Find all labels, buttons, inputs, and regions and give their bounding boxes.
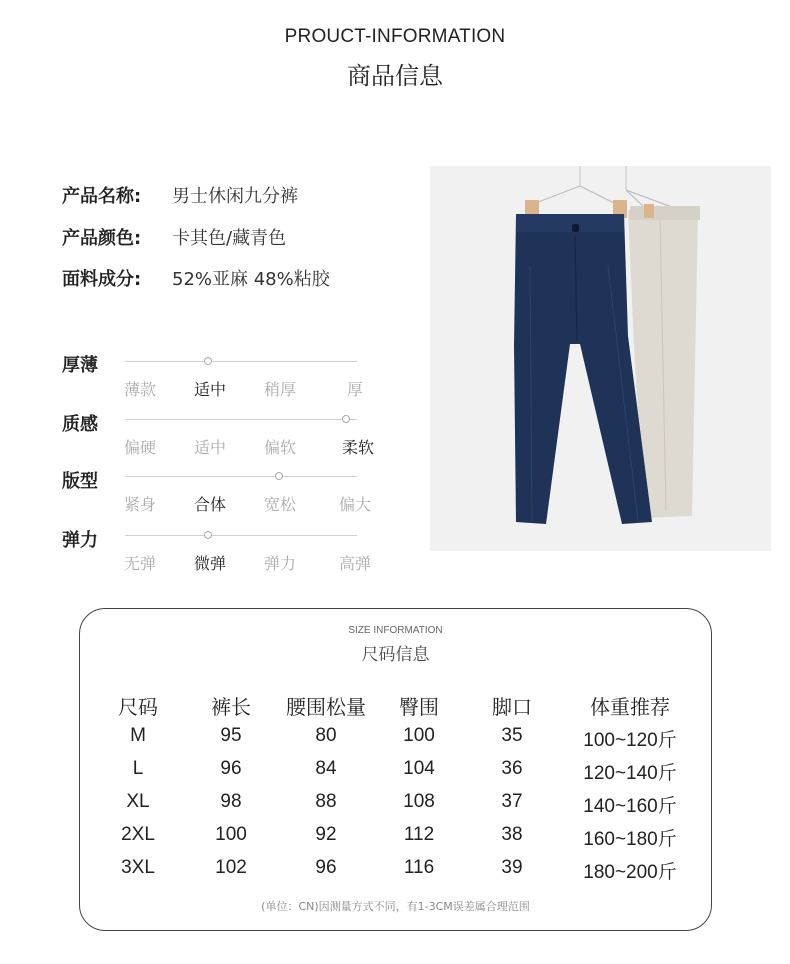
scale-option: 适中 bbox=[193, 438, 226, 457]
scale-option-selected: 适中 bbox=[193, 380, 226, 399]
info-row-fabric bbox=[62, 265, 330, 289]
hip-cell: 108 bbox=[403, 791, 435, 812]
scale-line bbox=[125, 419, 357, 420]
size-table-header: 腰围松量 bbox=[286, 695, 366, 719]
weight-cell: 100~120斤 bbox=[583, 730, 677, 751]
attr-title-thickness: 厚薄 bbox=[62, 355, 98, 376]
scale-option-selected: 微弹 bbox=[193, 554, 226, 573]
scale-option-selected: 柔软 bbox=[341, 438, 374, 457]
scale-marker bbox=[204, 531, 212, 539]
size-table-header: 体重推荐 bbox=[590, 695, 670, 719]
info-value: 卡其色/藏青色 bbox=[172, 228, 287, 249]
scale-line bbox=[125, 361, 357, 362]
size-table-header: 臀围 bbox=[399, 695, 439, 719]
hip-cell: 104 bbox=[403, 758, 435, 779]
scale-option: 弹力 bbox=[263, 554, 296, 573]
info-row-name bbox=[62, 182, 298, 206]
size-note: (单位：CN)因测量方式不同，有1-3CM误差属合理范围 bbox=[261, 900, 530, 913]
info-row-color bbox=[62, 224, 286, 248]
size-cell: M bbox=[130, 725, 146, 746]
scale-option: 薄款 bbox=[123, 380, 156, 399]
hem-cell: 38 bbox=[501, 824, 523, 845]
weight-cell: 120~140斤 bbox=[583, 763, 677, 784]
scale-marker bbox=[204, 357, 212, 365]
info-value: 男士休闲九分裤 bbox=[172, 186, 298, 207]
waist-cell: 80 bbox=[315, 725, 337, 746]
scale-option: 高弹 bbox=[338, 554, 371, 573]
hip-cell: 100 bbox=[403, 725, 435, 746]
size-cell: 2XL bbox=[121, 824, 155, 845]
scale-line bbox=[125, 535, 357, 536]
info-key: 产品名称: bbox=[62, 186, 142, 207]
size-table-header: 裤长 bbox=[211, 695, 251, 719]
length-cell: 100 bbox=[215, 824, 247, 845]
scale-option: 偏硬 bbox=[123, 438, 156, 457]
size-cell: XL bbox=[126, 791, 150, 812]
scale-option-selected: 合体 bbox=[193, 495, 226, 514]
scale-option: 宽松 bbox=[263, 495, 296, 514]
attr-title-elasticity: 弹力 bbox=[62, 530, 98, 551]
length-cell: 102 bbox=[215, 857, 247, 878]
info-key: 面料成分: bbox=[62, 269, 142, 290]
scale-option: 偏软 bbox=[263, 438, 296, 457]
attr-title-texture: 质感 bbox=[62, 414, 98, 435]
waist-cell: 84 bbox=[315, 758, 337, 779]
hem-cell: 36 bbox=[501, 758, 523, 779]
size-table-header: 尺码 bbox=[118, 695, 158, 719]
hip-cell: 112 bbox=[403, 824, 435, 845]
waist-cell: 88 bbox=[315, 791, 337, 812]
waist-cell: 96 bbox=[315, 857, 337, 878]
hem-cell: 39 bbox=[501, 857, 523, 878]
weight-cell: 160~180斤 bbox=[583, 829, 677, 850]
scale-option: 紧身 bbox=[123, 495, 156, 514]
size-subtitle-en: SIZE INFORMATION bbox=[348, 625, 443, 636]
hem-cell: 35 bbox=[501, 725, 523, 746]
info-key: 产品颜色: bbox=[62, 228, 142, 249]
header-title-zh: 商品信息 bbox=[347, 62, 443, 90]
header-title-en: PROUCT-INFORMATION bbox=[284, 26, 506, 47]
length-cell: 96 bbox=[220, 758, 242, 779]
size-title-zh: 尺码信息 bbox=[361, 645, 430, 665]
scale-option: 偏大 bbox=[338, 495, 371, 514]
size-cell: L bbox=[132, 758, 144, 779]
length-cell: 98 bbox=[220, 791, 242, 812]
scale-option: 厚 bbox=[346, 380, 363, 399]
hem-cell: 37 bbox=[501, 791, 523, 812]
attr-title-fit: 版型 bbox=[62, 471, 98, 492]
weight-cell: 140~160斤 bbox=[583, 796, 677, 817]
size-cell: 3XL bbox=[121, 857, 155, 878]
info-value: 52%亚麻 48%粘胶 bbox=[172, 269, 330, 290]
scale-marker bbox=[275, 472, 283, 480]
scale-option: 稍厚 bbox=[263, 380, 296, 399]
scale-line bbox=[125, 476, 357, 477]
size-table-header: 脚口 bbox=[492, 695, 532, 719]
scale-marker bbox=[342, 415, 350, 423]
hip-cell: 116 bbox=[403, 857, 435, 878]
waist-cell: 92 bbox=[315, 824, 337, 845]
trousers-illustration bbox=[430, 166, 771, 551]
weight-cell: 180~200斤 bbox=[583, 862, 677, 883]
length-cell: 95 bbox=[220, 725, 242, 746]
product-photo bbox=[430, 166, 771, 551]
scale-option: 无弹 bbox=[123, 554, 156, 573]
